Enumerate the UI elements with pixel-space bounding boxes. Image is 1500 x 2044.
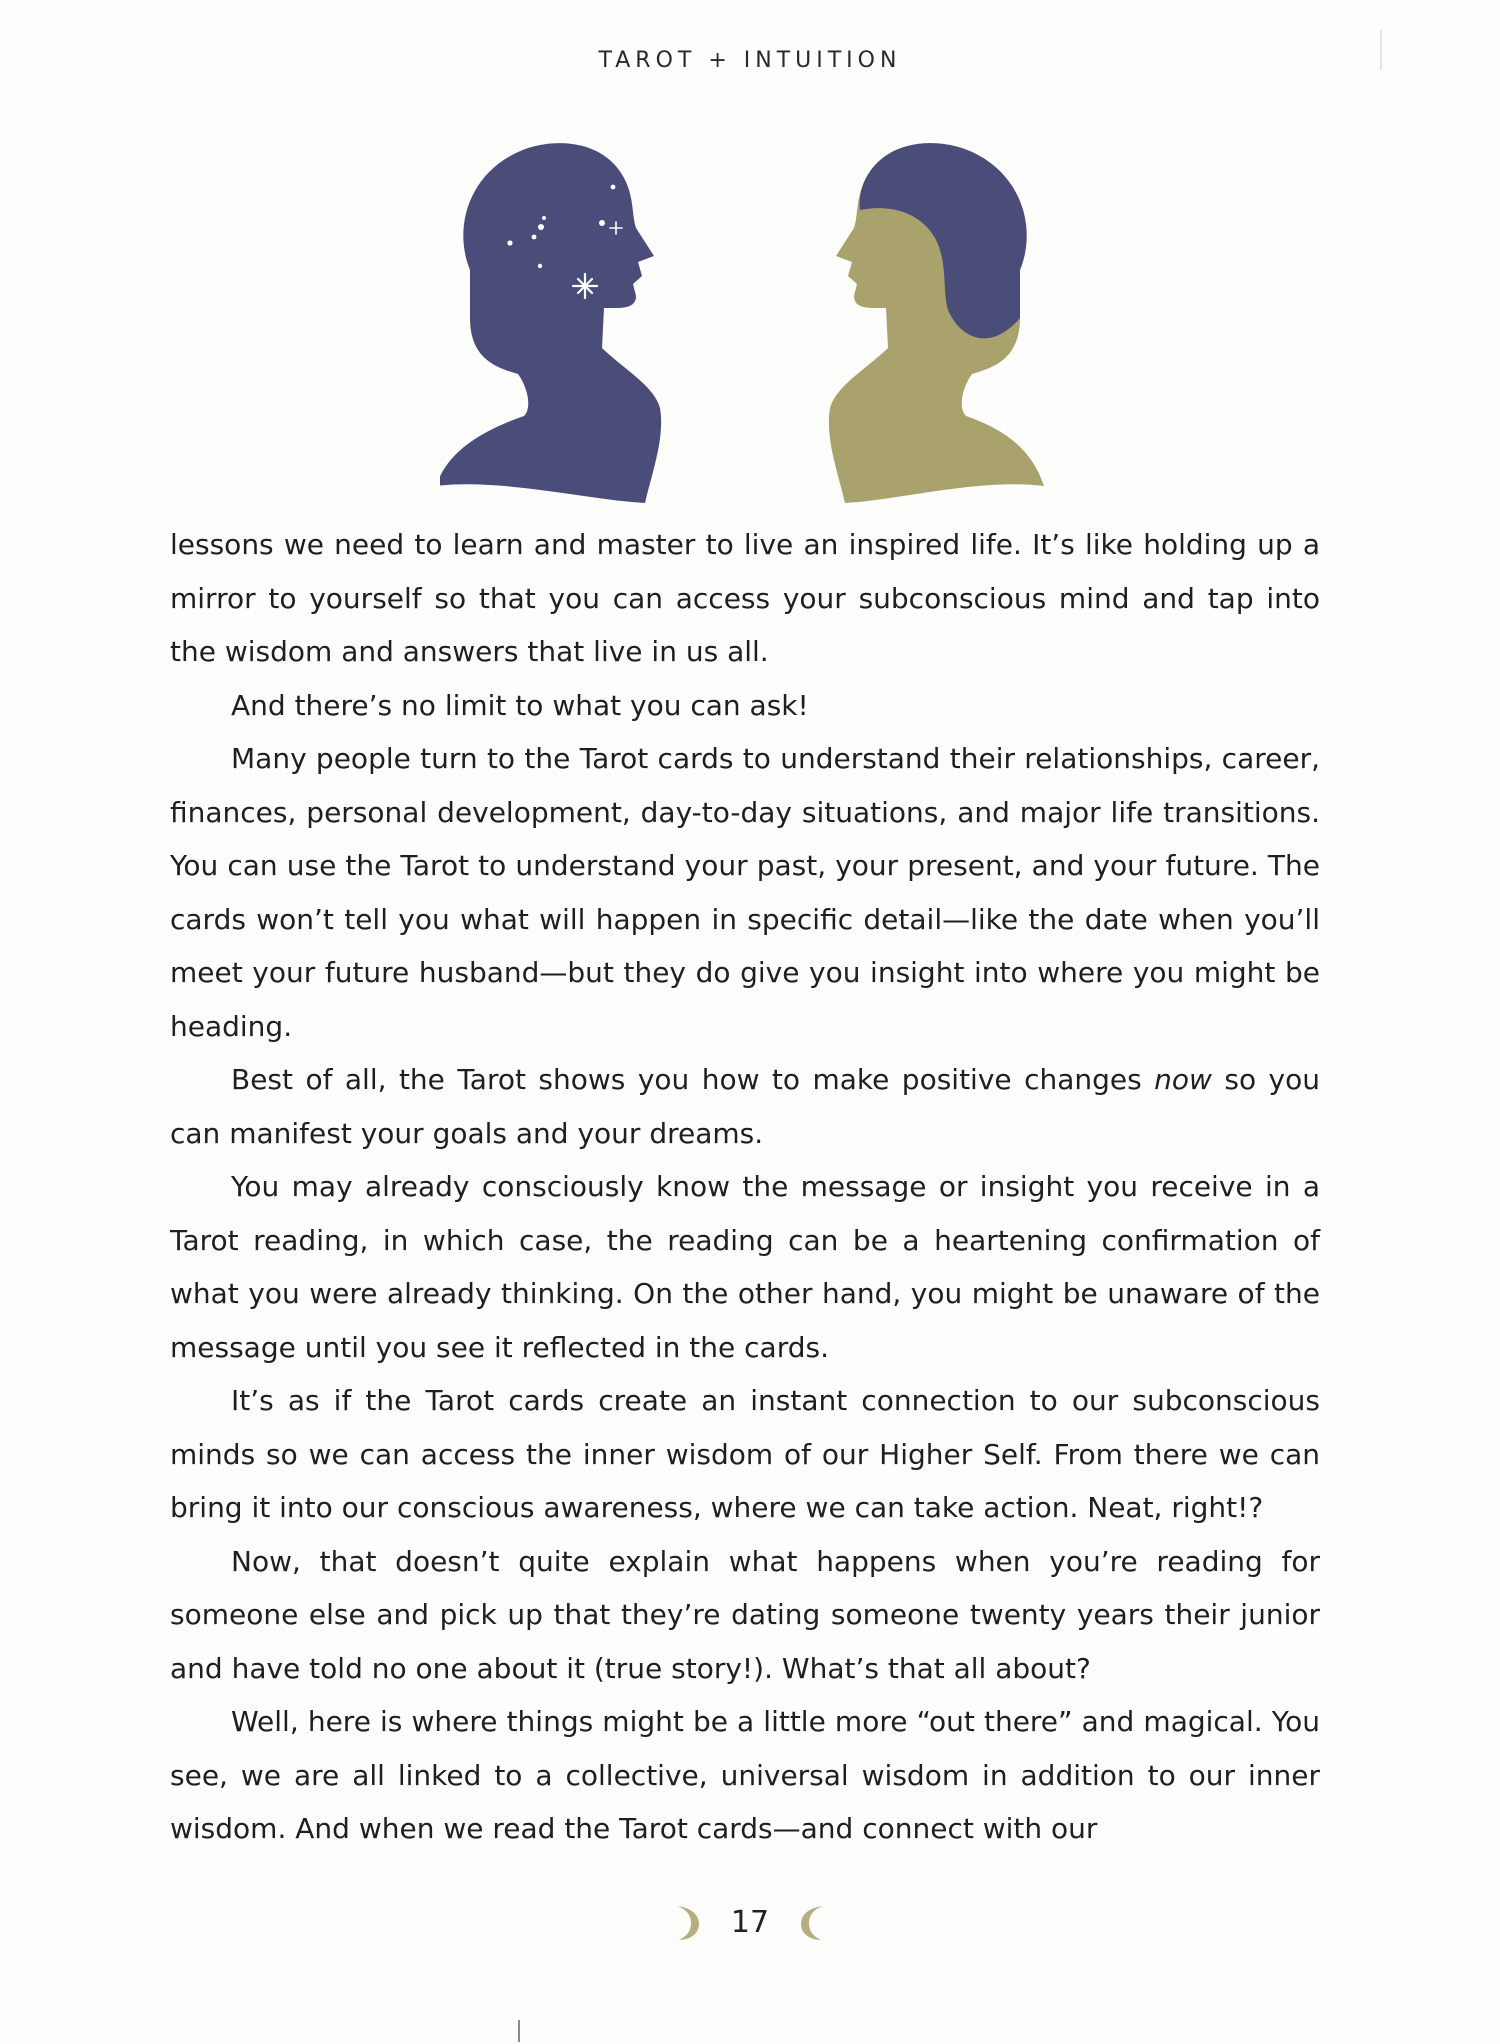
paragraph-text: It’s as if the Tarot cards create an instant connection to our subconscious minds so we can access the inner wisdom of our Higher Self. From there we can bring it into our conscious awareness, where we can take action. Neat, right!? [170, 1384, 1320, 1524]
page-number: 17 [730, 1904, 770, 1940]
paragraph-text: Many people turn to the Tarot cards to understand their relationships, career, finances, personal development, day-to-day situations, and major life transitions. You can use the Tarot to understand your past, your present, and your future. The cards won’t tell you what will happen in specific detail—like the date when you’ll meet your future husband—but they do give you insight into where you might be heading. [170, 742, 1320, 1043]
paragraph-text: Well, here is where things might be a little more “out there” and magical. You see, we are all linked to a collective, universal wisdom in addition to our inner wisdom. And when we read the Tarot cards—and connect with our [170, 1705, 1320, 1845]
paragraph [170, 679, 1320, 733]
body-text [170, 518, 1320, 1856]
star [542, 216, 546, 220]
star [507, 240, 512, 245]
waxing-crescent-moon-icon [667, 1902, 707, 1942]
paragraph-text: Now, that doesn’t quite explain what happens when you’re reading for someone else and pick up that they’re dating someone twenty years their junior and have told no one about it (true story!). What’s that all about? [170, 1544, 1320, 1685]
paragraph-text: You may already consciously know the message or insight you receive in a Tarot reading, in which case, the reading can be a heartening confirmation of what you were already thinking. On the other hand, you might be unaware of the message until you see it reflected in the cards. [170, 1170, 1320, 1364]
page-footer [0, 1902, 1500, 1942]
paragraph [170, 1374, 1320, 1535]
paragraph [170, 1160, 1320, 1374]
star [599, 220, 605, 226]
star [611, 185, 616, 190]
paragraph-text: so you can manifest your goals and your dreams. [170, 1063, 1320, 1150]
star [538, 224, 544, 230]
paragraph [170, 518, 1320, 679]
silhouette-with-stars-icon [440, 143, 661, 503]
star [532, 235, 537, 240]
scan-artifact [1380, 30, 1382, 70]
paragraph-text: Best of all, the Tarot shows you how to make positive changes [231, 1063, 1155, 1096]
scan-artifact [518, 2020, 520, 2042]
paragraph [170, 1053, 1320, 1160]
emphasis-text: now [1154, 1063, 1212, 1096]
paragraph-text: And there’s no limit to what you can ask! [231, 688, 809, 722]
illustration-two-silhouettes [440, 138, 1060, 508]
paragraph [170, 1535, 1320, 1696]
left-silhouette [440, 143, 661, 503]
waning-crescent-moon-icon [793, 1902, 833, 1942]
paragraph [170, 1695, 1320, 1856]
paragraph [170, 732, 1320, 1053]
paragraph-text: lessons we need to learn and master to live an inspired life. It’s like holding up a mirror to yourself so that you can access your subconscious mind and tap into the wisdom and answers that live in us all. [170, 528, 1320, 668]
running-head: TAROT + INTUITION [598, 48, 902, 73]
silhouette-olive-icon [829, 143, 1044, 503]
star [538, 264, 542, 268]
